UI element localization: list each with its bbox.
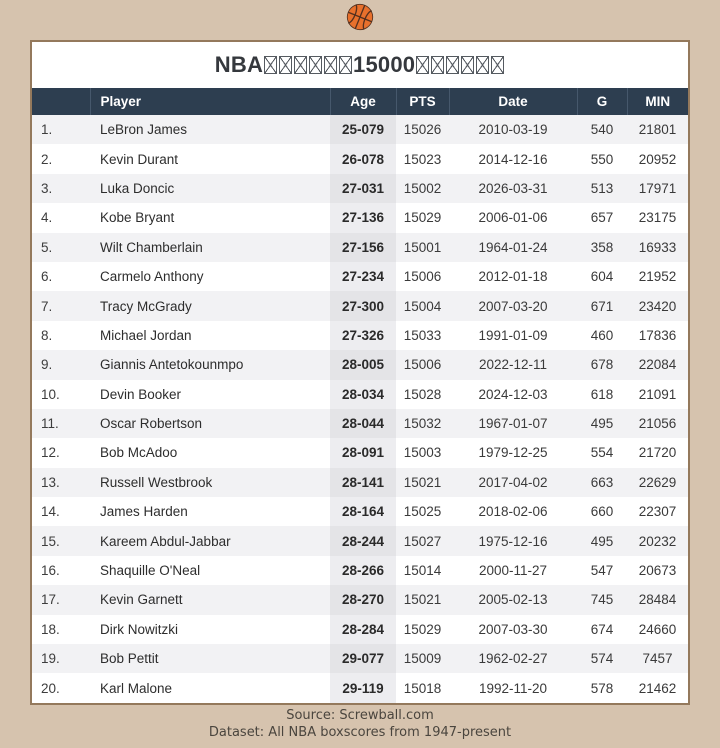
cell-date: 1962-02-27 bbox=[449, 644, 577, 673]
missing-glyph-box bbox=[339, 56, 352, 74]
cell-g: 554 bbox=[577, 438, 627, 467]
missing-glyph-box bbox=[294, 56, 307, 74]
cell-age: 28-034 bbox=[330, 380, 396, 409]
cell-rank: 17. bbox=[32, 585, 90, 614]
page-title: NBA 15000 bbox=[32, 42, 688, 88]
cell-rank: 7. bbox=[32, 291, 90, 320]
table-row bbox=[32, 174, 688, 203]
cell-g: 550 bbox=[577, 144, 627, 173]
cell-g: 547 bbox=[577, 556, 627, 585]
table-row bbox=[32, 615, 688, 644]
column-header-g: G bbox=[577, 88, 627, 115]
cell-date: 2014-12-16 bbox=[449, 144, 577, 173]
stats-table bbox=[32, 88, 688, 703]
cell-player: Tracy McGrady bbox=[90, 291, 330, 320]
cell-player: Devin Booker bbox=[90, 380, 330, 409]
cell-rank: 4. bbox=[32, 203, 90, 232]
cell-g: 660 bbox=[577, 497, 627, 526]
cell-g: 574 bbox=[577, 644, 627, 673]
cell-pts: 15029 bbox=[396, 615, 449, 644]
cell-pts: 15004 bbox=[396, 291, 449, 320]
cell-age: 28-164 bbox=[330, 497, 396, 526]
cell-min: 23175 bbox=[627, 203, 688, 232]
cell-min: 22307 bbox=[627, 497, 688, 526]
cell-rank: 3. bbox=[32, 174, 90, 203]
table-row bbox=[32, 291, 688, 320]
cell-pts: 15029 bbox=[396, 203, 449, 232]
cell-g: 604 bbox=[577, 262, 627, 291]
column-header-player: Player bbox=[90, 88, 330, 115]
missing-glyph-box bbox=[309, 56, 322, 74]
cell-pts: 15033 bbox=[396, 321, 449, 350]
cell-g: 495 bbox=[577, 526, 627, 555]
cell-g: 657 bbox=[577, 203, 627, 232]
cell-date: 2026-03-31 bbox=[449, 174, 577, 203]
cell-date: 1967-01-07 bbox=[449, 409, 577, 438]
table-row bbox=[32, 468, 688, 497]
cell-rank: 2. bbox=[32, 144, 90, 173]
missing-glyph-box bbox=[446, 56, 459, 74]
table-row bbox=[32, 262, 688, 291]
cell-player: Bob Pettit bbox=[90, 644, 330, 673]
table-row bbox=[32, 644, 688, 673]
column-header-pts: PTS bbox=[396, 88, 449, 115]
cell-age: 28-244 bbox=[330, 526, 396, 555]
cell-min: 17971 bbox=[627, 174, 688, 203]
cell-rank: 10. bbox=[32, 380, 90, 409]
cell-date: 2010-03-19 bbox=[449, 115, 577, 144]
column-header-rank bbox=[32, 88, 90, 115]
cell-age: 27-156 bbox=[330, 233, 396, 262]
cell-age: 27-326 bbox=[330, 321, 396, 350]
table-row bbox=[32, 673, 688, 702]
cell-player: James Harden bbox=[90, 497, 330, 526]
cell-rank: 5. bbox=[32, 233, 90, 262]
table-row bbox=[32, 203, 688, 232]
cell-age: 28-141 bbox=[330, 468, 396, 497]
table-row bbox=[32, 233, 688, 262]
cell-g: 671 bbox=[577, 291, 627, 320]
cell-player: Michael Jordan bbox=[90, 321, 330, 350]
cell-pts: 15014 bbox=[396, 556, 449, 585]
cell-date: 2006-01-06 bbox=[449, 203, 577, 232]
cell-g: 678 bbox=[577, 350, 627, 379]
cell-pts: 15006 bbox=[396, 262, 449, 291]
cell-age: 27-031 bbox=[330, 174, 396, 203]
cell-player: Kevin Garnett bbox=[90, 585, 330, 614]
cell-player: Shaquille O'Neal bbox=[90, 556, 330, 585]
cell-date: 2017-04-02 bbox=[449, 468, 577, 497]
cell-date: 1975-12-16 bbox=[449, 526, 577, 555]
cell-age: 29-119 bbox=[330, 673, 396, 702]
cell-pts: 15025 bbox=[396, 497, 449, 526]
cell-date: 1964-01-24 bbox=[449, 233, 577, 262]
column-header-date: Date bbox=[449, 88, 577, 115]
footer-source: Source: Screwball.com bbox=[286, 708, 434, 723]
missing-glyph-box bbox=[491, 56, 504, 74]
table-row bbox=[32, 556, 688, 585]
cell-player: Wilt Chamberlain bbox=[90, 233, 330, 262]
cell-player: Dirk Nowitzki bbox=[90, 615, 330, 644]
cell-age: 28-284 bbox=[330, 615, 396, 644]
cell-age: 28-091 bbox=[330, 438, 396, 467]
cell-rank: 6. bbox=[32, 262, 90, 291]
cell-pts: 15026 bbox=[396, 115, 449, 144]
column-header-min: MIN bbox=[627, 88, 688, 115]
stats-card bbox=[30, 40, 690, 705]
cell-date: 2022-12-11 bbox=[449, 350, 577, 379]
cell-rank: 20. bbox=[32, 673, 90, 702]
cell-player: Karl Malone bbox=[90, 673, 330, 702]
cell-rank: 9. bbox=[32, 350, 90, 379]
cell-rank: 12. bbox=[32, 438, 90, 467]
cell-age: 28-005 bbox=[330, 350, 396, 379]
cell-min: 17836 bbox=[627, 321, 688, 350]
cell-age: 29-077 bbox=[330, 644, 396, 673]
cell-age: 26-078 bbox=[330, 144, 396, 173]
cell-min: 21720 bbox=[627, 438, 688, 467]
cell-rank: 19. bbox=[32, 644, 90, 673]
cell-g: 495 bbox=[577, 409, 627, 438]
cell-min: 20232 bbox=[627, 526, 688, 555]
missing-glyph-box bbox=[431, 56, 444, 74]
table-row bbox=[32, 350, 688, 379]
cell-g: 663 bbox=[577, 468, 627, 497]
table-row bbox=[32, 380, 688, 409]
cell-pts: 15018 bbox=[396, 673, 449, 702]
cell-min: 21952 bbox=[627, 262, 688, 291]
cell-pts: 15009 bbox=[396, 644, 449, 673]
cell-date: 2007-03-30 bbox=[449, 615, 577, 644]
cell-pts: 15028 bbox=[396, 380, 449, 409]
cell-min: 16933 bbox=[627, 233, 688, 262]
cell-rank: 8. bbox=[32, 321, 90, 350]
cell-min: 22084 bbox=[627, 350, 688, 379]
cell-g: 618 bbox=[577, 380, 627, 409]
cell-min: 20673 bbox=[627, 556, 688, 585]
cell-min: 23420 bbox=[627, 291, 688, 320]
cell-pts: 15003 bbox=[396, 438, 449, 467]
table-header-row bbox=[32, 88, 688, 115]
missing-glyph-box bbox=[324, 56, 337, 74]
cell-pts: 15021 bbox=[396, 468, 449, 497]
cell-min: 20952 bbox=[627, 144, 688, 173]
cell-player: Kevin Durant bbox=[90, 144, 330, 173]
cell-age: 27-234 bbox=[330, 262, 396, 291]
table-row bbox=[32, 409, 688, 438]
cell-rank: 16. bbox=[32, 556, 90, 585]
cell-date: 2007-03-20 bbox=[449, 291, 577, 320]
cell-player: Giannis Antetokounmpo bbox=[90, 350, 330, 379]
missing-glyph-box bbox=[476, 56, 489, 74]
basketball-icon bbox=[346, 3, 374, 31]
missing-glyph-box bbox=[264, 56, 277, 74]
cell-age: 28-044 bbox=[330, 409, 396, 438]
cell-g: 540 bbox=[577, 115, 627, 144]
cell-rank: 15. bbox=[32, 526, 90, 555]
cell-rank: 18. bbox=[32, 615, 90, 644]
cell-g: 460 bbox=[577, 321, 627, 350]
cell-date: 2000-11-27 bbox=[449, 556, 577, 585]
cell-min: 21462 bbox=[627, 673, 688, 702]
cell-min: 7457 bbox=[627, 644, 688, 673]
table-body bbox=[32, 115, 688, 703]
cell-min: 28484 bbox=[627, 585, 688, 614]
missing-glyph-box bbox=[461, 56, 474, 74]
cell-date: 2018-02-06 bbox=[449, 497, 577, 526]
cell-player: Kareem Abdul-Jabbar bbox=[90, 526, 330, 555]
cell-pts: 15021 bbox=[396, 585, 449, 614]
cell-pts: 15027 bbox=[396, 526, 449, 555]
cell-player: Oscar Robertson bbox=[90, 409, 330, 438]
column-header-age: Age bbox=[330, 88, 396, 115]
table-row bbox=[32, 497, 688, 526]
cell-rank: 13. bbox=[32, 468, 90, 497]
cell-player: LeBron James bbox=[90, 115, 330, 144]
cell-g: 745 bbox=[577, 585, 627, 614]
table-row bbox=[32, 115, 688, 144]
cell-rank: 11. bbox=[32, 409, 90, 438]
cell-age: 28-270 bbox=[330, 585, 396, 614]
cell-date: 2005-02-13 bbox=[449, 585, 577, 614]
cell-pts: 15002 bbox=[396, 174, 449, 203]
cell-date: 1979-12-25 bbox=[449, 438, 577, 467]
cell-date: 1991-01-09 bbox=[449, 321, 577, 350]
table-row bbox=[32, 144, 688, 173]
cell-player: Bob McAdoo bbox=[90, 438, 330, 467]
table-row bbox=[32, 585, 688, 614]
missing-glyph-box bbox=[279, 56, 292, 74]
cell-age: 25-079 bbox=[330, 115, 396, 144]
cell-date: 1992-11-20 bbox=[449, 673, 577, 702]
cell-g: 358 bbox=[577, 233, 627, 262]
cell-g: 513 bbox=[577, 174, 627, 203]
missing-glyph-box bbox=[416, 56, 429, 74]
cell-age: 27-136 bbox=[330, 203, 396, 232]
cell-min: 21056 bbox=[627, 409, 688, 438]
cell-pts: 15001 bbox=[396, 233, 449, 262]
cell-player: Carmelo Anthony bbox=[90, 262, 330, 291]
cell-min: 22629 bbox=[627, 468, 688, 497]
table-row bbox=[32, 438, 688, 467]
table-row bbox=[32, 321, 688, 350]
cell-date: 2024-12-03 bbox=[449, 380, 577, 409]
cell-date: 2012-01-18 bbox=[449, 262, 577, 291]
cell-rank: 1. bbox=[32, 115, 90, 144]
cell-g: 578 bbox=[577, 673, 627, 702]
cell-pts: 15032 bbox=[396, 409, 449, 438]
cell-min: 24660 bbox=[627, 615, 688, 644]
footer-dataset: Dataset: All NBA boxscores from 1947-present bbox=[208, 725, 512, 740]
cell-age: 28-266 bbox=[330, 556, 396, 585]
cell-player: Russell Westbrook bbox=[90, 468, 330, 497]
cell-player: Kobe Bryant bbox=[90, 203, 330, 232]
cell-min: 21091 bbox=[627, 380, 688, 409]
cell-pts: 15023 bbox=[396, 144, 449, 173]
table-row bbox=[32, 526, 688, 555]
cell-pts: 15006 bbox=[396, 350, 449, 379]
cell-age: 27-300 bbox=[330, 291, 396, 320]
cell-min: 21801 bbox=[627, 115, 688, 144]
footer bbox=[0, 707, 720, 741]
cell-g: 674 bbox=[577, 615, 627, 644]
cell-rank: 14. bbox=[32, 497, 90, 526]
cell-player: Luka Doncic bbox=[90, 174, 330, 203]
